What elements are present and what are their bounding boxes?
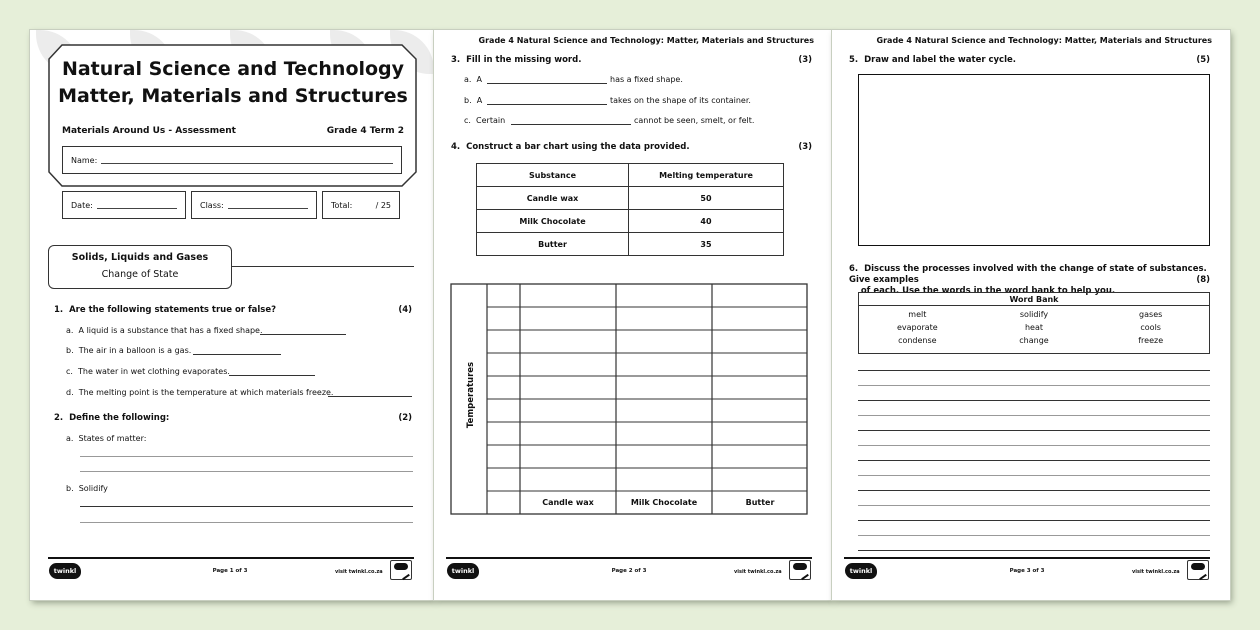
q3-item-c: c. Certain [464, 116, 506, 125]
q1-item-d: d. The melting point is the temperature at which materials freeze. [66, 388, 334, 397]
answer-line[interactable] [260, 334, 346, 335]
q3-item-a-rest: has a fixed shape. [610, 75, 683, 84]
answer-line[interactable] [229, 375, 315, 376]
answer-line[interactable] [858, 475, 1210, 476]
q1-marks: (4) [398, 305, 412, 315]
word-bank-column [859, 308, 976, 347]
q2-item-b: b. Solidify [66, 484, 108, 493]
q4-heading: 4. Construct a bar chart using the data provided. [451, 142, 690, 152]
page-number: Page 1 of 3 [212, 568, 248, 574]
table-cell: Milk Chocolate [477, 210, 629, 233]
answer-line[interactable] [858, 445, 1210, 446]
total-value: / 25 [375, 200, 391, 210]
q2-marks: (2) [398, 413, 412, 423]
q6-marks: (8) [1196, 275, 1210, 285]
q4-marks: (3) [798, 142, 812, 152]
answer-line[interactable] [858, 370, 1210, 371]
chart-category-label: Milk Chocolate [630, 498, 698, 507]
chart-category-label: Candle wax [542, 498, 594, 507]
word-bank-word: freeze [1138, 336, 1164, 345]
word-bank-word: condense [898, 336, 937, 345]
answer-line[interactable] [858, 505, 1210, 506]
page-number: Page 2 of 3 [611, 568, 647, 574]
title-line-2: Matter, Materials and Structures [58, 85, 408, 107]
answer-line[interactable] [858, 400, 1210, 401]
word-bank-word: solidify [1019, 310, 1049, 319]
word-bank [858, 292, 1210, 354]
q2-heading: 2. Define the following: [54, 413, 170, 423]
class-label: Class: [200, 200, 224, 210]
table-cell: 50 [629, 187, 784, 210]
table-cell: 40 [629, 210, 784, 233]
section-subtitle: Change of State [101, 269, 179, 280]
answer-line[interactable] [858, 535, 1210, 536]
visit-link[interactable]: visit twinkl.co.za [1132, 569, 1180, 575]
answer-line[interactable] [511, 124, 631, 125]
q6-heading: 6. Discuss the processes involved with the change of state of substances. Give examples of each. Use the words in the word bank to help you. [849, 264, 1207, 296]
section-divider [232, 266, 414, 267]
table-cell: Butter [477, 233, 629, 256]
answer-line[interactable] [193, 354, 281, 355]
visit-link[interactable]: visit twinkl.co.za [335, 569, 383, 575]
date-field[interactable] [62, 191, 186, 219]
q3-heading: 3. Fill in the missing word. [451, 55, 582, 65]
date-label: Date: [71, 200, 93, 210]
twinkl-logo: twinkl [49, 563, 81, 579]
twinkl-logo: twinkl [447, 563, 479, 579]
table-header-row [477, 164, 784, 187]
chart-y-axis-label: Temperatures [466, 361, 476, 429]
page-number: Page 3 of 3 [1009, 568, 1045, 574]
visit-link[interactable]: visit twinkl.co.za [734, 569, 782, 575]
running-header: Grade 4 Natural Science and Technology: Matter, Materials and Structures [876, 36, 1212, 45]
table-header: Substance [477, 164, 629, 187]
q2-item-a: a. States of matter: [66, 434, 147, 443]
q3-item-b-rest: takes on the shape of its container. [610, 96, 751, 105]
table-header: Melting temperature [629, 164, 784, 187]
table-cell: Candle wax [477, 187, 629, 210]
title-line-1: Natural Science and Technology [61, 58, 405, 80]
word-bank-title: Word Bank [859, 293, 1209, 306]
name-field[interactable] [62, 146, 402, 174]
chart-category-label: Butter [745, 498, 775, 507]
class-field[interactable] [191, 191, 317, 219]
word-bank-word: change [1019, 336, 1049, 345]
answer-line[interactable] [80, 471, 413, 472]
word-bank-word: heat [1024, 323, 1044, 332]
assessment-subtitle: Materials Around Us - Assessment [62, 126, 236, 136]
word-bank-word: gases [1139, 310, 1163, 319]
answer-line[interactable] [858, 430, 1210, 431]
page-3 [832, 30, 1230, 600]
word-bank-column [1092, 308, 1209, 347]
grade-term-label: Grade 4 Term 2 [326, 126, 404, 136]
answer-line[interactable] [858, 550, 1210, 551]
answer-line[interactable] [80, 506, 413, 507]
total-label: Total: [331, 200, 353, 210]
page-1 [30, 30, 434, 600]
quality-badge-icon [789, 560, 811, 580]
water-cycle-drawing-area[interactable] [858, 74, 1210, 246]
answer-line[interactable] [80, 456, 413, 457]
word-bank-column [976, 308, 1093, 347]
footer-divider [844, 557, 1210, 559]
footer-divider [48, 557, 414, 559]
page-2 [434, 30, 832, 600]
footer-divider [446, 557, 812, 559]
q5-marks: (5) [1196, 55, 1210, 65]
q1-item-a: a. A liquid is a substance that has a fixed shape. [66, 326, 263, 335]
word-bank-word: melt [908, 310, 927, 319]
q3-item-b: b. A [464, 96, 483, 105]
answer-line[interactable] [487, 104, 607, 105]
answer-line[interactable] [328, 396, 412, 397]
q1-item-c: c. The water in wet clothing evaporates. [66, 367, 230, 376]
quality-badge-icon [1187, 560, 1209, 580]
table-cell: 35 [629, 233, 784, 256]
total-field [322, 191, 400, 219]
blank-bar-chart-grid[interactable] [450, 283, 810, 517]
name-label: Name: [71, 155, 98, 165]
word-bank-word: evaporate [896, 323, 938, 332]
q3-item-c-rest: cannot be seen, smelt, or felt. [634, 116, 755, 125]
q3-marks: (3) [798, 55, 812, 65]
q5-heading: 5. Draw and label the water cycle. [849, 55, 1017, 65]
twinkl-logo: twinkl [845, 563, 877, 579]
answer-line[interactable] [858, 460, 1210, 461]
answer-line[interactable] [858, 415, 1210, 416]
melting-data-table [476, 163, 784, 256]
q1-item-b: b. The air in a balloon is a gas. [66, 346, 192, 355]
table-row [477, 187, 784, 210]
section-tab [48, 245, 232, 289]
answer-line[interactable] [487, 83, 607, 84]
table-row [477, 210, 784, 233]
q1-heading: 1. Are the following statements true or false? [54, 305, 277, 315]
answer-line[interactable] [80, 522, 413, 523]
quality-badge-icon [390, 560, 412, 580]
answer-line[interactable] [858, 385, 1210, 386]
table-row [477, 233, 784, 256]
answer-line[interactable] [858, 490, 1210, 491]
running-header: Grade 4 Natural Science and Technology: Matter, Materials and Structures [478, 36, 814, 45]
answer-line[interactable] [858, 520, 1210, 521]
q3-item-a: a. A [464, 75, 483, 84]
section-title: Solids, Liquids and Gases [71, 252, 209, 263]
word-bank-word: cools [1140, 323, 1161, 332]
title-box [48, 44, 418, 189]
